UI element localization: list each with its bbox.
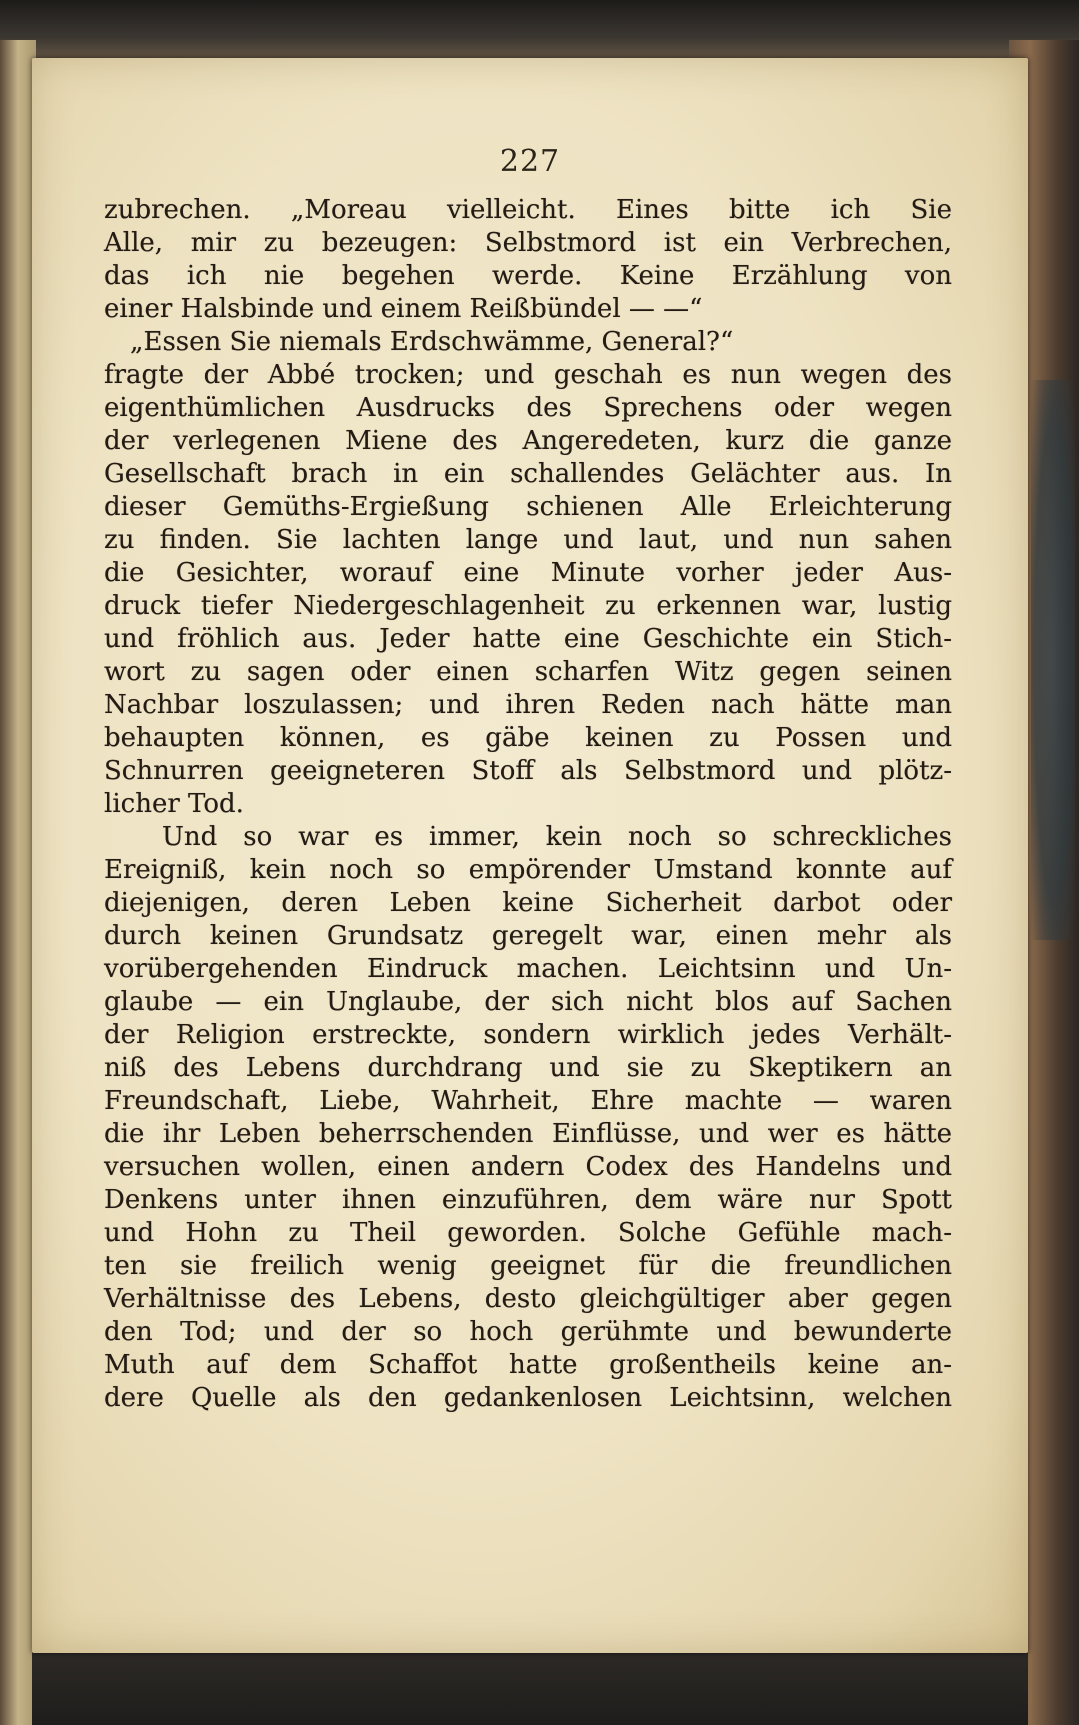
book-cover-left [0,40,36,1725]
body-text [104,194,952,1415]
text-line: Verhältnisse des Lebens, desto gleichgültiger aber gegen [104,1284,952,1314]
text-line: wort zu sagen oder einen scharfen Witz gegen seinen [104,657,952,687]
book-page [32,58,1028,1653]
text-line: Denkens unter ihnen einzuführen, dem wäre nur Spott [104,1185,952,1215]
text-line: „Essen Sie niemals Erdschwämme, General?“ [130,327,734,357]
text-line: niß des Lebens durchdrang und sie zu Skeptikern an [104,1053,952,1083]
text-line: druck tiefer Niedergeschlagenheit zu erkennen war, lustig [104,591,952,621]
text-line: fragte der Abbé trocken; und geschah es nun wegen des [104,360,952,390]
text-line: glaube — ein Unglaube, der sich nicht blos auf Sachen [104,987,952,1017]
text-line: eigenthümlichen Ausdrucks des Sprechens oder wegen [104,393,952,423]
text-line: zu finden. Sie lachten lange und laut, und nun sahen [104,525,952,555]
cover-stain [1031,380,1075,940]
text-line: ten sie freilich wenig geeignet für die freundlichen [104,1251,952,1281]
text-line: durch keinen Grundsatz geregelt war, einen mehr als [104,921,952,951]
text-line: der verlegenen Miene des Angeredeten, kurz die ganze [104,426,952,456]
text-line: Muth auf dem Schaffot hatte großentheils keine an- [104,1350,952,1380]
text-line: die Gesichter, worauf eine Minute vorher jeder Aus- [104,558,952,588]
text-line: Gesellschaft brach in ein schallendes Gelächter aus. In [104,459,952,489]
text-line: diejenigen, deren Leben keine Sicherheit darbot oder [104,888,952,918]
text-line: licher Tod. [104,789,244,819]
text-line: und Hohn zu Theil geworden. Solche Gefühle mach- [104,1218,952,1248]
text-line: Alle, mir zu bezeugen: Selbstmord ist ein Verbrechen, [104,228,952,258]
text-line: die ihr Leben beherrschenden Einflüsse, und wer es hätte [104,1119,952,1149]
text-line: Schnurren geeigneteren Stoff als Selbstmord und plötz- [104,756,952,786]
text-line: versuchen wollen, einen andern Codex des Handelns und [104,1152,952,1182]
text-line: vorübergehenden Eindruck machen. Leichtsinn und Un- [104,954,952,984]
text-line: dere Quelle als den gedankenlosen Leichtsinn, welchen [104,1383,952,1413]
text-line: das ich nie begehen werde. Keine Erzählung von [104,261,952,291]
text-line: Und so war es immer, kein noch so schreckliches [162,822,952,852]
text-line: und fröhlich aus. Jeder hatte eine Geschichte ein Stich- [104,624,952,654]
text-line: behaupten können, es gäbe keinen zu Possen und [104,723,952,753]
text-line: Freundschaft, Liebe, Wahrheit, Ehre machte — waren [104,1086,952,1116]
text-line: dieser Gemüths-Ergießung schienen Alle Erleichterung [104,492,952,522]
text-line: einer Halsbinde und einem Reißbündel — —“ [104,294,703,324]
text-line: den Tod; und der so hoch gerühmte und bewunderte [104,1317,952,1347]
text-line: zubrechen. „Moreau vielleicht. Eines bitte ich Sie [104,195,952,225]
book-top-edge [0,0,1079,62]
text-line: Nachbar loszulassen; und ihren Reden nach hätte man [104,690,952,720]
page-bottom-shadow [32,1648,1028,1725]
text-line: der Religion erstreckte, sondern wirklich jedes Verhält- [104,1020,952,1050]
text-line: Ereigniß, kein noch so empörender Umstand konnte auf [104,855,952,885]
page-number: 227 [499,144,561,179]
